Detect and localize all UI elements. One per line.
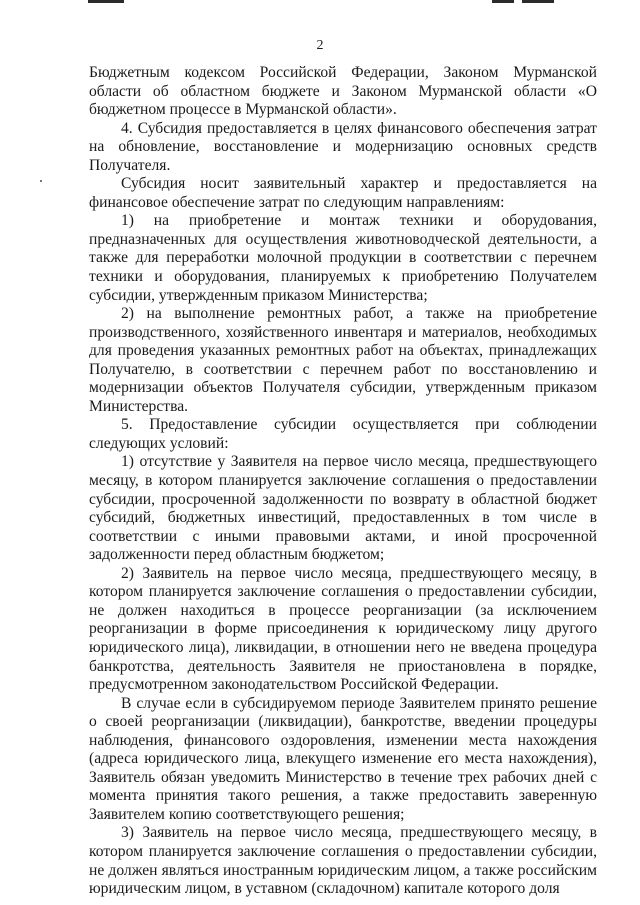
paragraph-condition-1: 1) отсутствие у Заявителя на первое число месяца, предшествующего месяцу, в котором планируется заключение соглашения о предоставлении субсидии, просроченной задолженности по возврату в областной бюджет субсидий, бюджетных инвестиций, предоставленных в том числе в соответствии с иными правовыми актами, и иной просроченной задолженности перед областным бюджетом; (89, 453, 597, 564)
paragraph-condition-2: 2) Заявитель на первое число месяца, предшествующего месяцу, в котором планируется заключение соглашения о предоставлении субсидии, не должен находиться в процессе реорганизации (за исключением реорганизации в форме присоединения к юридическому лицу другого юридического лица), ликвидации, в отношении него не введена процедура банкротства, деятельность Заявителя не приостановлена в порядке, предусмотренном законодательством Российской Федерации. (89, 564, 597, 694)
paragraph-continuation: Бюджетным кодексом Российской Федерации, Законом Мурманской области об областном бюджете и Законом Мурманской области «О бюджетном процессе в Мурманской области». (89, 64, 597, 119)
paragraph-subsidy-directions: Субсидия носит заявительный характер и предоставляется на финансовое обеспечение затрат по следующим направлениям: (89, 175, 597, 211)
paragraph-item-5: 5. Предоставление субсидии осуществляется при соблюдении следующих условий: (89, 416, 597, 452)
paragraph-item-4: 4. Субсидия предоставляется в целях финансового обеспечения затрат на обновление, восстановление и модернизацию основных средств Получателя. (89, 119, 597, 174)
paragraph-direction-2: 2) на выполнение ремонтных работ, а также на приобретение производственного, хозяйственного инвентаря и материалов, необходимых для проведения указанных ремонтных работ на объектах, принадлежащих Получателю, в соответствии с перечнем работ по восстановлению и модернизации объектов Получателя субсидии, утвержденным приказом Министерства. (89, 305, 597, 415)
scan-artifact (492, 0, 514, 3)
scan-artifact (522, 0, 554, 3)
paragraph-condition-3: 3) Заявитель на первое число месяца, предшествующего месяцу, в котором планируется заключение соглашения о предоставлении субсидии, не должен являться иностранным юридическим лицом, а также российским юридическим лицом, в уставном (складочном) капитале которого доля (89, 824, 597, 898)
page-number: 2 (316, 38, 324, 53)
paragraph-reorganization-notice: В случае если в субсидируемом периоде Заявителем принято решение о своей реорганизации (ликвидации), банкротстве, введении процедуры наблюдения, финансового оздоровления, изменении места нахождения (адреса юридического лица, влекущего изменение его места нахождения), Заявитель обязан уведомить Министерство в течение трех рабочих дней с момента принятия такого решения, а также предоставить заверенную Заявителем копию соответствующего решения; (89, 694, 597, 823)
paragraph-direction-1: 1) на приобретение и монтаж техники и оборудования, предназначенных для осуществления животноводческой деятельности, а также для переработки молочной продукции в соответствии с перечнем техники и оборудования, планируемых к приобретению Получателем субсидии, утвержденным приказом Министерства; (89, 212, 597, 304)
document-body (89, 64, 597, 899)
scan-artifact (88, 0, 124, 3)
scan-artifact (40, 180, 42, 182)
